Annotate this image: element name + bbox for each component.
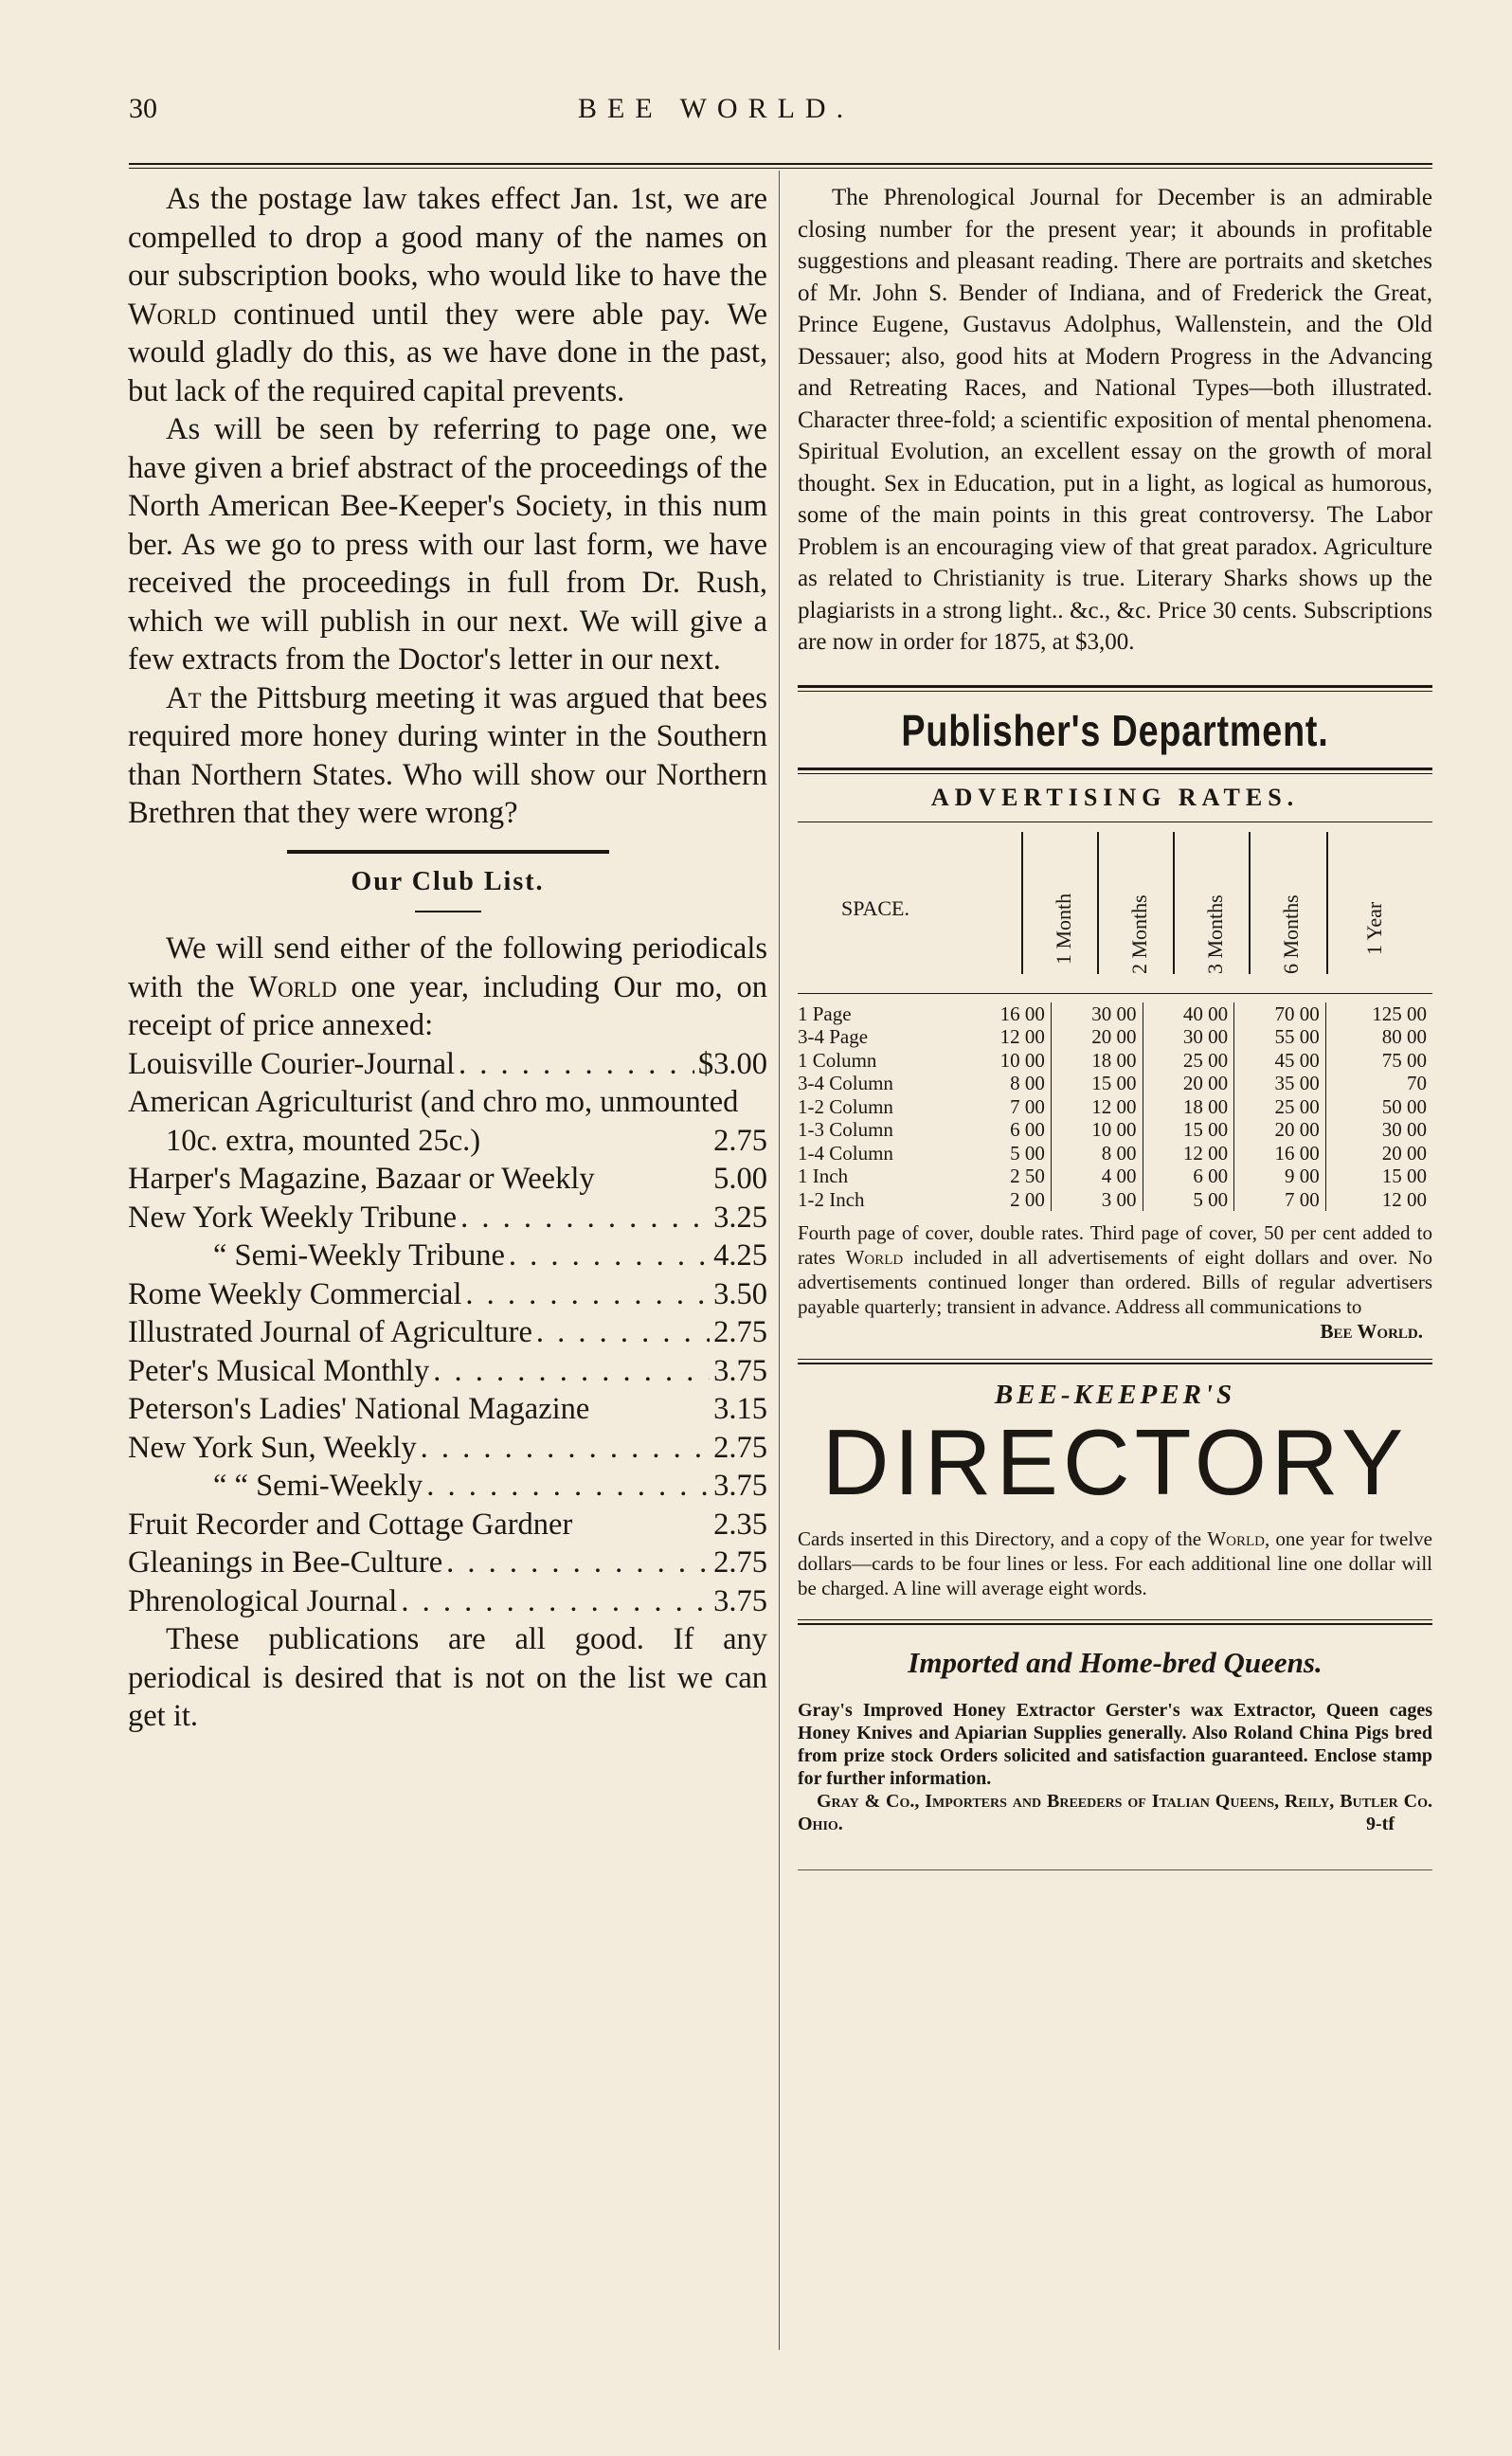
publisher-heading: Publisher's Department.: [901, 705, 1329, 755]
space-header: SPACE.: [841, 895, 909, 920]
list-item: “ “ Semi-Weekly . . . 3.75: [128, 1467, 767, 1506]
list-item: Peterson's Ladies' National Magazine 3.15: [128, 1392, 767, 1426]
table-row: 1-3 Column 6 00 10 00 15 00 20 00 30 00: [798, 1118, 1432, 1142]
queens-ad: Gray's Improved Honey Extractor Gerster's wax Extractor, Queen cages Honey Knives and Apiarian Supplies generally. Also Roland China Pigs bred from prize stock Orders solicited and satisfaction guaranteed. Enclose stamp for further information.: [798, 1700, 1432, 1789]
section-rule: [798, 768, 1432, 770]
running-title: BEE WORLD.: [578, 93, 855, 124]
table-row: 1-2 Inch 2 00 3 00 5 00 7 00 12 00: [798, 1188, 1432, 1212]
col-rule: [1097, 832, 1099, 974]
list-item: Illustrated Journal of Agriculture . . . 2.75: [128, 1313, 767, 1352]
list-item: Rome Weekly Commercial . . . 3.50: [128, 1275, 767, 1314]
col-header-1-year: 1 Year: [1362, 901, 1386, 955]
rates-table-header: [798, 822, 1432, 1002]
table-row: 1-2 Column 7 00 12 00 18 00 25 00 50 00: [798, 1095, 1432, 1119]
section-rule: [798, 1619, 1432, 1620]
section-rule-thin: [798, 691, 1432, 692]
table-row: 1 Inch 2 50 4 00 6 00 9 00 15 00: [798, 1165, 1432, 1188]
left-column: [128, 180, 767, 1736]
section-rule: [798, 1363, 1432, 1364]
advertising-rates-title: ADVERTISING RATES.: [930, 783, 1300, 811]
table-row: 1 Column 10 00 18 00 25 00 45 00 75 00: [798, 1049, 1432, 1073]
col-header-1-month: 1 Month: [1052, 893, 1075, 965]
club-list-title: Our Club List.: [351, 866, 545, 896]
col-rule: [1173, 832, 1175, 974]
short-divider: [415, 911, 481, 912]
rates-signature: Bee World.: [1320, 1320, 1423, 1343]
page-number: 30: [129, 93, 157, 124]
table-row: 1 Page 16 00 30 00 40 00 70 00 125 00: [798, 1002, 1432, 1026]
pittsburg-notice: At the Pittsburg meeting it was argued that bees required more honey during winter in the Southern than Northern States. Who will show our Northern Brethren that they were wrong?: [128, 680, 767, 830]
right-column: [798, 182, 1432, 1870]
journal-review: The Phrenological Journal for December is an admirable closing number for the present year; it abounds in profitable suggestions and pleasant reading. There are portraits and sketches of Mr. John S. Bender of Indiana, and of Frederick the Great, Prince Eugene, Gustavus Adolphus, Wallenstein, and the Old Dessauer; also, good hits at Modern Progress in the Advancing and Retreating Races, and National Types—both illustrated. Character three-fold; a scientific exposition of mental phenomena. Spiritual Evolution, an excellent essay on the growth of moral thought. Sex in Education, put in a light, as logical as humorous, some of the main points in this great controversy. The Labor Problem is an encouraging view of that great paradox. Agriculture as related to Christianity is true. Literary Sharks shows up the plagiarists in a strong light.. &c., &c. Price 30 cents. Subscriptions are now in order for 1875, at $3,00.: [798, 185, 1432, 655]
list-item: Phrenological Journal . . . 3.75: [128, 1582, 767, 1621]
list-item: Louisville Courier-Journal . . . $3.00: [128, 1045, 767, 1084]
bottom-rule: [798, 1869, 1432, 1870]
section-rule-thin: [798, 773, 1432, 774]
header-rule-thin: [129, 168, 1432, 169]
section-rule: [798, 685, 1432, 688]
col-header-2-months: 2 Months: [1127, 894, 1151, 974]
club-closing: These publications are all good. If any periodical is desired that is not on the list we can get it.: [128, 1622, 767, 1733]
section-rule: [798, 1359, 1432, 1360]
directory-text: Cards inserted in this Directory, and a copy of the World, one year for twelve dollars—cards to be four lines or less. For each additional line one dollar will be charged. A line will average eight words.: [798, 1527, 1432, 1599]
queens-title: Imported and Home-bred Queens.: [908, 1646, 1323, 1679]
table-row: 3-4 Page 12 00 20 00 30 00 55 00 80 00: [798, 1025, 1432, 1049]
table-row: 3-4 Column 8 00 15 00 20 00 35 00 70: [798, 1072, 1432, 1095]
list-item: “ Semi-Weekly Tribune . . . 4.25: [128, 1237, 767, 1275]
list-item: Gleanings in Bee-Culture . . . 2.75: [128, 1544, 767, 1582]
list-item: Fruit Recorder and Cottage Gardner 2.35: [128, 1507, 767, 1542]
club-list: [128, 1045, 767, 1621]
list-item: American Agriculturist (and chro mo, unmounted 10c. extra, mounted 25c.) 2.75: [128, 1085, 767, 1158]
queens-signature: Gray & Co., Importers and Breeders of Italian Queens, Reily, Butler Co. Ohio. 9-tf: [798, 1791, 1432, 1834]
list-item: New York Weekly Tribune . . . 3.25: [128, 1199, 767, 1237]
proceedings-notice: As will be seen by referring to page one, we have given a brief abstract of the proceedings of the North American Bee-Keeper's Society, in this num ber. As we go to press with our last form, we have received the proceedings in full from Dr. Rush, which we will publish in our next. We will give a few extracts from the Doctor's letter in our next.: [128, 412, 767, 677]
col-header-6-months: 6 Months: [1279, 894, 1303, 974]
column-divider: [779, 171, 780, 2350]
club-intro: We will send either of the following periodicals with the World one year, including Our mo, on receipt of price annexed:: [128, 931, 768, 1042]
table-row: 1-4 Column 5 00 8 00 12 00 16 00 20 00: [798, 1142, 1432, 1165]
col-rule: [1249, 832, 1251, 974]
list-item: Harper's Magazine, Bazaar or Weekly 5.00: [128, 1162, 767, 1196]
directory-subtitle: BEE-KEEPER'S: [994, 1380, 1236, 1410]
col-rule: [1326, 832, 1328, 974]
rates-note: Fourth page of cover, double rates. Third page of cover, 50 per cent added to rates World included in all advertisements of eight dollars and over. No advertisements continued longer than ordered. Bills of regular advertisers payable quarterly; transient in advance. Address all communications to: [798, 1221, 1433, 1318]
col-header-3-months: 3 Months: [1203, 894, 1227, 974]
list-item: Peter's Musical Monthly . . . 3.75: [128, 1352, 767, 1391]
section-rule: [798, 1623, 1432, 1625]
ornament-divider: [287, 850, 609, 854]
postage-notice: As the postage law takes effect Jan. 1st, we are compelled to drop a good many of the names on our subscription books, who would like to have the World continued until they were able pay. We would gladly do this, as we have done in the past, but lack of the required capital prevents.: [128, 182, 767, 408]
rates-table: [798, 1002, 1432, 1212]
list-item: New York Sun, Weekly . . . 2.75: [128, 1429, 767, 1468]
header-rule: [129, 163, 1432, 165]
header-bottom-rule: [798, 993, 1432, 994]
directory-title: DIRECTORY: [821, 1410, 1409, 1514]
col-rule: [1021, 832, 1023, 974]
